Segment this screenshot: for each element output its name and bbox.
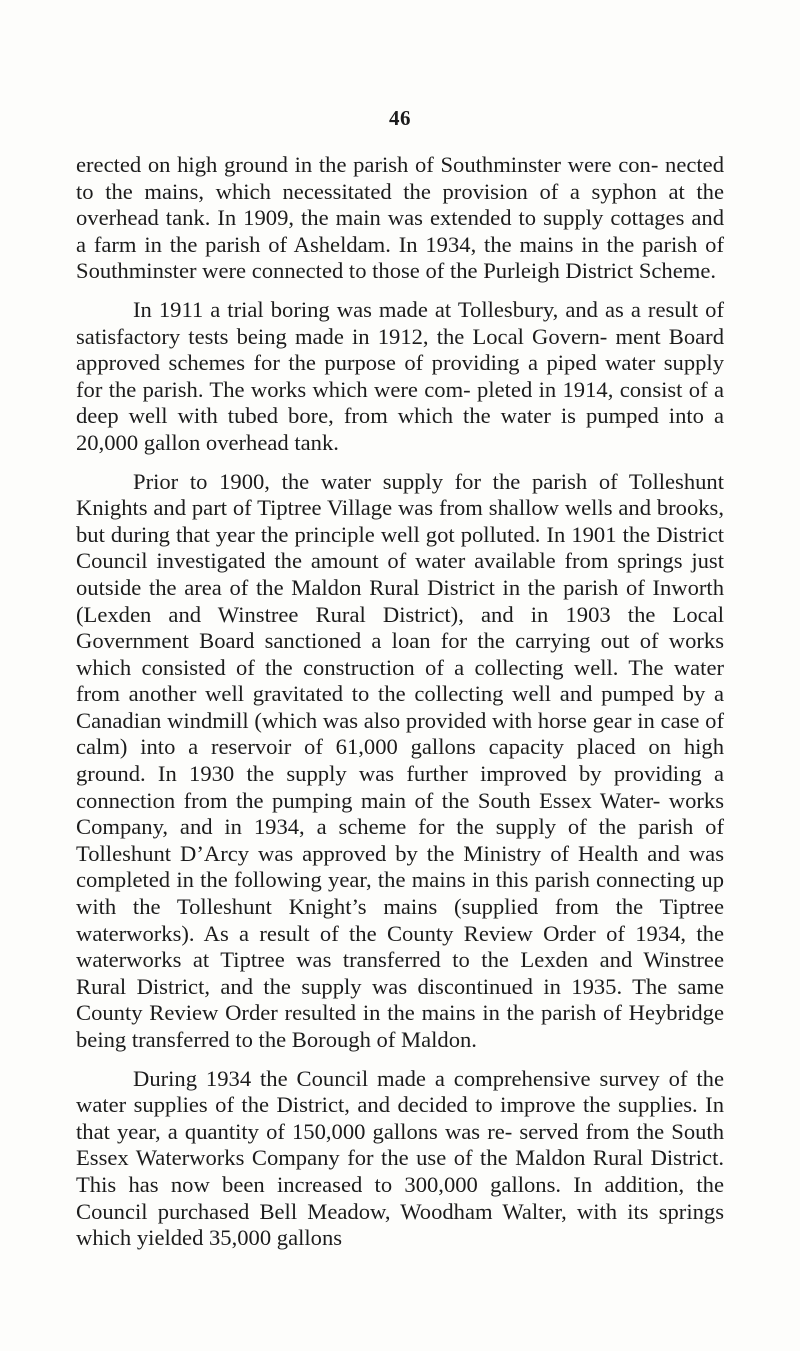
body-text	[76, 152, 724, 1252]
paragraph-tollesbury: In 1911 a trial boring was made at Tollesbury, and as a result of satisfactory tests being made in 1912, the Local Govern- ment Board approved schemes for the purpose of providing a piped water supply for the parish. The works which were com- pleted in 1914, consist of a deep well with tubed bore, from which the water is pumped into a 20,000 gallon overhead tank.	[76, 296, 724, 455]
paragraph-tolleshunt-knights: Prior to 1900, the water supply for the parish of Tolleshunt Knights and part of Tiptree Village was from shallow wells and brooks, but during that year the principle well got polluted. In 1901 the District Council investigated the amount of water available from springs just outside the area of the Maldon Rural District in the parish of Inworth (Lexden and Winstree Rural District), and in 1903 the Local Government Board sanctioned a loan for the carrying out of works which consisted of the construction of a collecting well. The water from another well gravitated to the collecting well and pumped by a Canadian windmill (which was also provided with horse gear in case of calm) into a reservoir of 61,000 gallons capacity placed on high ground. In 1930 the supply was further improved by providing a connection from the pumping main of the South Essex Water- works Company, and in 1934, a scheme for the supply of the parish of Tolleshunt D’Arcy was approved by the Ministry of Health and was completed in the following year, the mains in this parish connecting up with the Tolleshunt Knight’s mains (supplied from the Tiptree waterworks). As a result of the County Review Order of 1934, the waterworks at Tiptree was transferred to the Lexden and Winstree Rural District, and the supply was discontinued in 1935. The same County Review Order resulted in the mains in the parish of Heybridge being transferred to the Borough of Maldon.	[76, 468, 724, 1052]
paragraph-survey-1934: During 1934 the Council made a comprehensive survey of the water supplies of the District, and decided to improve the supplies. In that year, a quantity of 150,000 gallons was re- served from the South Essex Waterworks Company for the use of the Maldon Rural District. This has now been increased to 300,000 gallons. In addition, the Council purchased Bell Meadow, Woodham Walter, with its springs which yielded 35,000 gallons	[76, 1065, 724, 1251]
page-number: 46	[389, 106, 411, 130]
paragraph-southminster: erected on high ground in the parish of Southminster were con- nected to the mains, which necessitated the provision of a syphon at the overhead tank. In 1909, the main was extended to supply cottages and a farm in the parish of Asheldam. In 1934, the mains in the parish of Southminster were connected to those of the Purleigh District Scheme.	[76, 152, 724, 284]
